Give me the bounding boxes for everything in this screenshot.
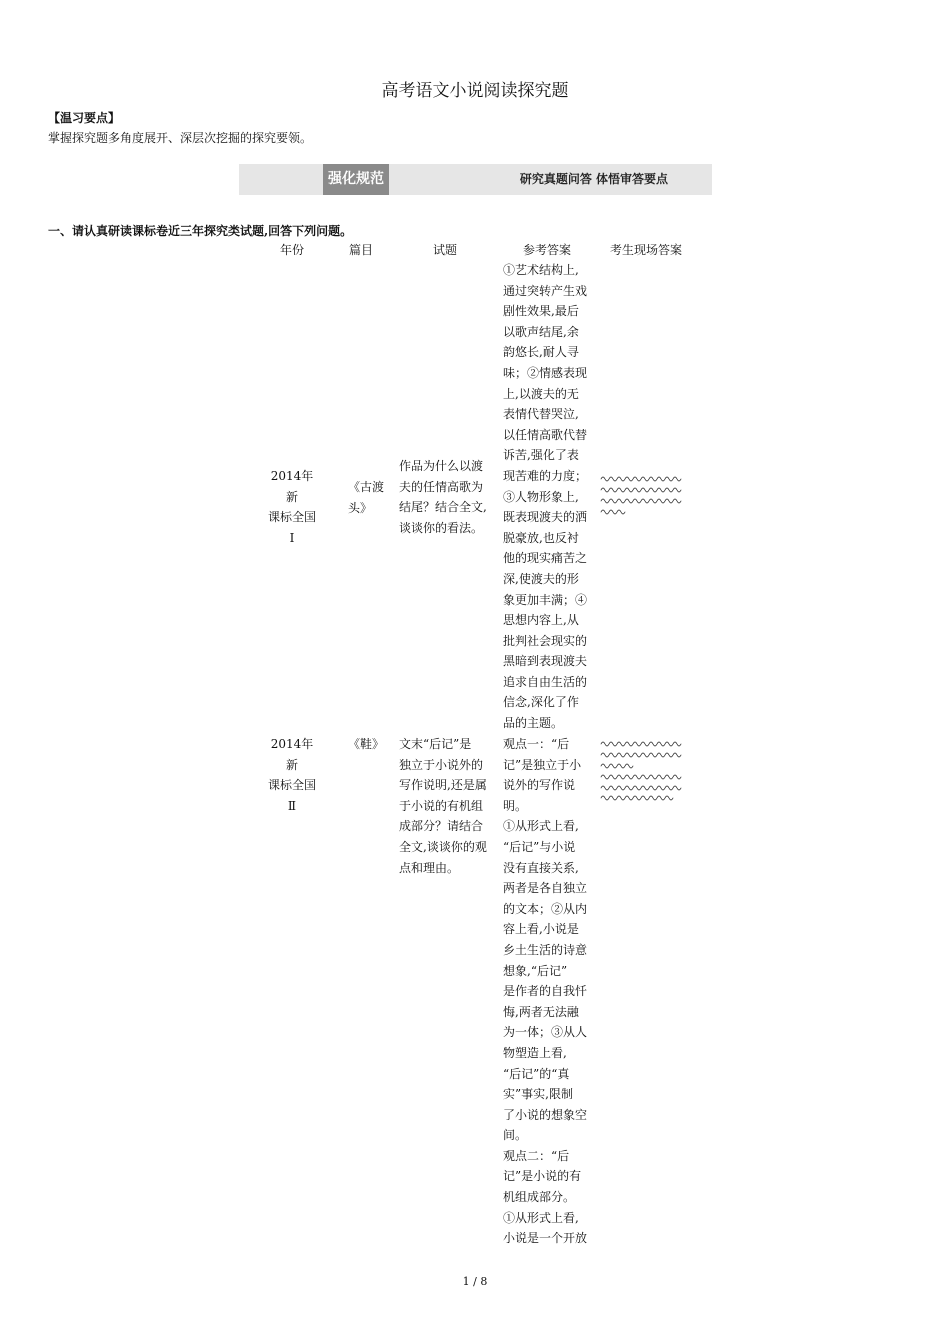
- row2-piece: 《鞋》: [348, 737, 385, 751]
- row1-answer: ①艺术结构上, 通过突转产生戏 剧性效果,最后 以歌声结尾,余 韵悠长,耐人寻 味；②情感表现 上,以渡夫的无 表情代替哭泣, 以任情高歌代替 诉苦,强化了表 现苦难的力度； ③人物形象上, 既表现渡夫的洒 脱豪放,也反衬 他的现实痛苦之 深,使渡夫的形 象更加丰满；④ 思想内容上,从 批判社会现实的 黑暗到表现渡夫 追求自由生活的 信念,深化了作 品的主题。: [503, 263, 588, 731]
- row2-year: 2014年新 课标全国 Ⅱ: [267, 737, 316, 813]
- header-year: 年份: [279, 243, 304, 257]
- row1-year: 2014年新 课标全国 Ⅰ: [267, 469, 316, 545]
- row1-student-handwriting: [598, 470, 690, 520]
- row2-student-handwriting: [598, 736, 690, 802]
- banner-label: 强化规范: [323, 164, 389, 195]
- page-number: 1 / 8: [462, 1275, 488, 1288]
- header-question: 试题: [432, 243, 457, 257]
- question-intro: 一、请认真研读课标卷近三年探究类试题,回答下列问题。: [48, 224, 353, 238]
- header-student-answer: 考生现场答案: [609, 243, 682, 257]
- section-text: 掌握探究题多角度展开、深层次挖掘的探究要领。: [48, 131, 313, 145]
- row2-question: 文末“后记”是 独立于小说外的 写作说明,还是属 于小说的有机组 成部分？请结合 全文,谈谈你的观 点和理由。: [399, 737, 487, 875]
- row2-answer: 观点一：“后 记”是独立于小 说外的写作说 明。 ①从形式上看, “后记”与小说 没有直接关系, 两者是各自独立 的文本；②从内 容上看,小说是 乡土生活的诗意 想象,“后记” 是作者的自我忏 悔,两者无法融 为一体；③从人 物塑造上看, “后记”的“真 实”事实,限制 了小说的想象空 间。 观点二：“后 记”是小说的有 机组成部分。 ①从形式上看, 小说是一个开放: [503, 737, 588, 1246]
- page-title: 高考语文小说阅读探究题: [381, 81, 569, 101]
- row1-piece: 《古渡 头》: [348, 480, 385, 515]
- banner: [239, 164, 712, 195]
- banner-subtitle: 研究真题问答 体悟审答要点: [519, 172, 668, 186]
- section-heading: 【温习要点】: [48, 111, 121, 125]
- header-piece: 篇目: [348, 243, 373, 257]
- row1-question: 作品为什么以渡 夫的任情高歌为 结尾？结合全文, 谈谈你的看法。: [399, 459, 487, 535]
- header-answer: 参考答案: [522, 243, 571, 257]
